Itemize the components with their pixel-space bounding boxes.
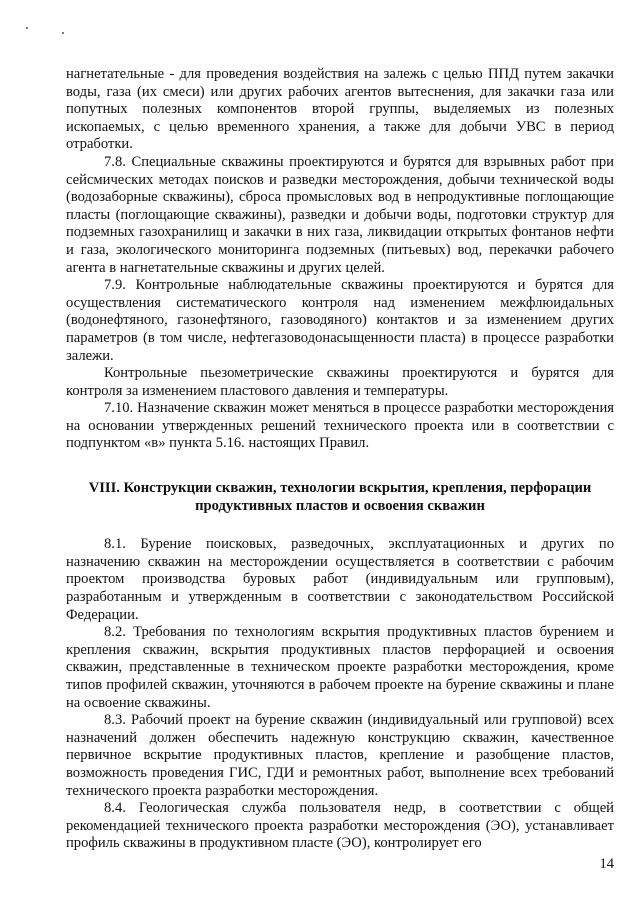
paragraph-7-10: 7.10. Назначение скважин может меняться в процессе разработки месторождения на основании утвержденных решений технического проекта или в соответствии с подпунктом «в» пункта 5.16. настоящих Правил. — [66, 400, 614, 452]
paragraph-8-1: 8.1. Бурение поисковых, разведочных, эксплуатационных и других по назначению скважин на месторождении осуществляется в соответствии с рабочим проектом производства буровых работ (индивидуальным или групповым), разработанным и утвержденным в соответствии с законодательством Российской Федерации. — [66, 536, 614, 623]
paragraph-injection-wells: нагнетательные - для проведения воздействия на залежь с целью ППД путем закачки воды, газа (их смеси) или других рабочих агентов вытеснения, для закачки газа или попутных полезных компонентов второй группы, выделяемых из полезных ископаемых, с целью временного хранения, а также для добычи УВС в период отработки. — [66, 66, 614, 153]
scan-speck — [62, 32, 64, 34]
paragraph-8-2: 8.2. Требования по технологиям вскрытия продуктивных пластов бурением и крепления скважин, вскрытия продуктивных пластов перфорацией и освоения скважин, представленные в техническом проекте разработки месторождения, кроме типов профилей скважин, уточняются в рабочем проекте на бурение скважины и плане на освоение скважины. — [66, 624, 614, 711]
page-number: 14 — [599, 856, 614, 872]
paragraph-7-8: 7.8. Специальные скважины проектируются и бурятся для взрывных работ при сейсмических методах поисков и разведки месторождения, добычи технической воды (водозаборные скважины), сброса промысловых вод в непродуктивные поглощающие пласты (поглощающие скважины), разведки и добычи воды, подготовки структур для подземных газохранилищ и закачки в них газа, ликвидации открытых фонтанов нефти и газа, экологического мониторинга подземных (питьевых) вод, перекачки рабочего агента в нагнетательные скважины и других целей. — [66, 153, 614, 276]
paragraph-piezometric-wells: Контрольные пьезометрические скважины проектируются и бурятся для контроля за изменением пластового давления и температуры. — [66, 365, 614, 399]
paragraph-8-3: 8.3. Рабочий проект на бурение скважин (индивидуальный или групповой) всех назначений должен обеспечить надежную конструкцию скважин, качественное первичное вскрытие продуктивных пластов, крепление и разобщение пластов, возможность проведения ГИС, ГДИ и ремонтных работ, выполнение всех требований технического проекта разработки месторождения. — [66, 712, 614, 799]
paragraph-8-4: 8.4. Геологическая служба пользователя недр, в соответствии с общей рекомендацией технического проекта разработки месторождения (ЭО), устанавливает профиль скважины в продуктивном пласте (ЭО), контролирует его — [66, 800, 614, 852]
document-body — [66, 66, 614, 853]
paragraph-7-9: 7.9. Контрольные наблюдательные скважины проектируются и бурятся для осуществления систематического контроля над изменением межфлюидальных (водонефтяного, газонефтяного, газоводяного) контактов и за изменением других параметров (в том числе, нефтегазоводонасыщенности пласта) в процессе разработки залежи. — [66, 277, 614, 364]
scan-speck — [26, 27, 28, 29]
section-heading-viii: VIII. Конструкции скважин, технологии вскрытия, крепления, перфорации продуктивных пластов и освоения скважин — [88, 480, 592, 514]
